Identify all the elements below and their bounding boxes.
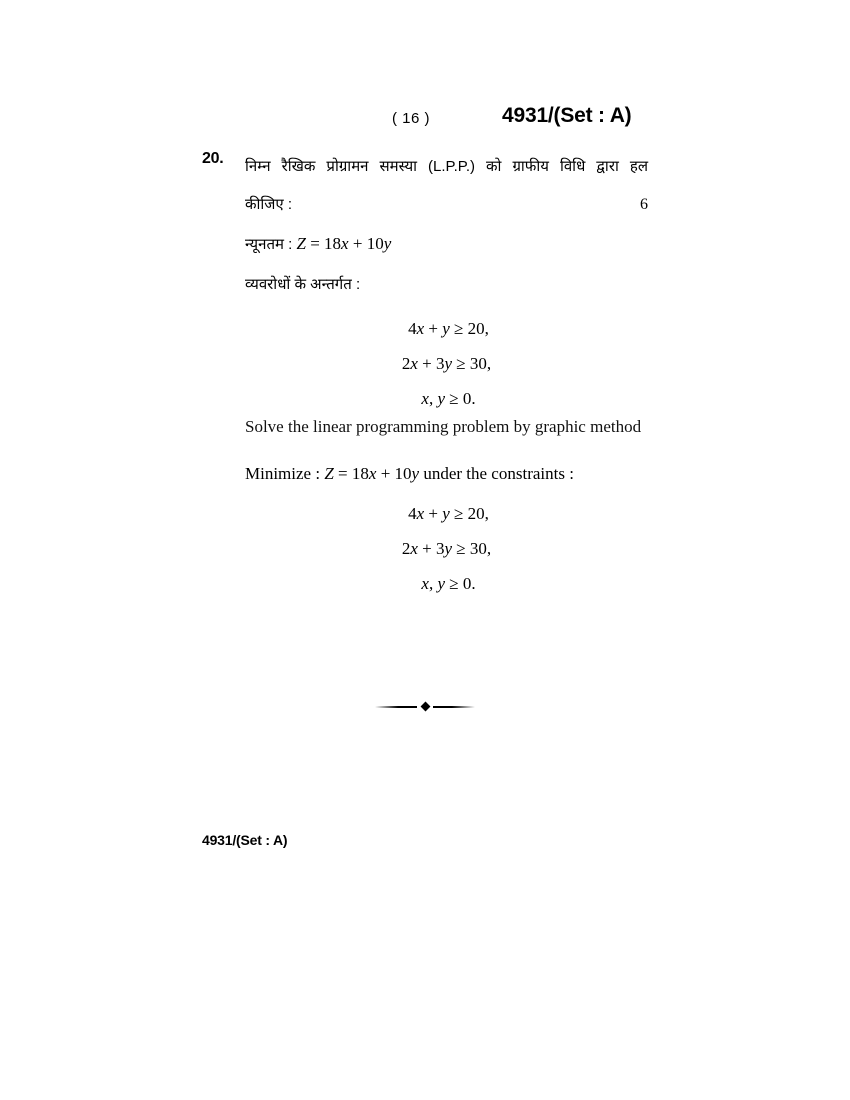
english-constraint-1-coefficient-x: 4: [408, 504, 417, 523]
nonneg-comma: ,: [428, 389, 438, 408]
page-header: [202, 104, 648, 134]
english-objective-coefficient-x: 18: [351, 464, 369, 483]
constraint-2-plus: +: [417, 354, 436, 373]
nonneg-variable-y: y: [437, 389, 445, 408]
footer-paper-code: 4931/(Set : A): [202, 832, 288, 848]
nonneg-rhs: 0.: [462, 389, 476, 408]
ornament-dot-left: [413, 706, 415, 708]
objective-variable-y: y: [383, 234, 392, 253]
constraint-2-rhs: 30,: [469, 354, 492, 373]
hindi-prompt-line-1: निम्न रैखिक प्रोग्रामन समस्या (L.P.P.) को ग्राफीय विधि द्वारा हल: [245, 158, 648, 175]
constraint-2-variable-y: y: [444, 354, 453, 373]
question-20: [202, 148, 648, 416]
ornament-graphic: [375, 700, 475, 714]
objective-symbol-z: Z: [296, 234, 306, 253]
hindi-constraints-label: व्यवरोधों के अन्तर्गत :: [245, 276, 361, 293]
objective-coefficient-x: 18: [324, 234, 342, 253]
hindi-constraints-block: [245, 305, 648, 416]
english-constraint-2-variable-y: y: [444, 539, 453, 558]
ornament-rule-left: [375, 706, 417, 708]
nonneg-relation: ≥: [445, 389, 463, 408]
english-translation-block: [245, 412, 648, 601]
nonneg-variable-x: x: [421, 389, 429, 408]
objective-variable-x: x: [341, 234, 349, 253]
constraint-2-relation: ≥: [452, 354, 470, 373]
objective-equals: =: [305, 234, 325, 253]
english-constraint-2-plus: +: [417, 539, 436, 558]
constraint-row-2: [245, 346, 648, 381]
english-constraint-row-1: [245, 496, 648, 531]
english-objective-symbol-z: Z: [324, 464, 334, 483]
hindi-objective-label: न्यूनतम :: [245, 236, 297, 253]
english-constraint-2-variable-x: x: [410, 539, 418, 558]
constraint-2-variable-x: x: [410, 354, 418, 373]
english-constraint-2-relation: ≥: [452, 539, 470, 558]
english-objective-function: [245, 459, 648, 488]
english-nonneg-variable-y: y: [437, 574, 445, 593]
constraint-1-variable-x: x: [416, 319, 425, 338]
english-objective-expression: [324, 464, 419, 483]
ornament-diamond-icon: [421, 702, 431, 712]
english-objective-coefficient-y: 10: [394, 464, 412, 483]
english-constraint-1-relation: ≥: [449, 504, 468, 523]
english-constraint-2-coefficient-y: 3: [436, 539, 445, 558]
english-nonneg-comma: ,: [428, 574, 438, 593]
hindi-objective-function: [245, 224, 648, 265]
objective-coefficient-y: 10: [366, 234, 384, 253]
english-objective-variable-x: x: [368, 464, 377, 483]
constraint-row-3-nonnegativity: [245, 381, 648, 416]
constraint-2-coefficient-x: 2: [401, 354, 411, 373]
question-number: 20.: [202, 150, 224, 167]
objective-plus: +: [348, 234, 367, 253]
english-nonneg-relation: ≥: [445, 574, 463, 593]
constraint-1-plus: +: [424, 319, 443, 338]
constraint-row-1: [245, 311, 648, 346]
hindi-objective-expression: [296, 234, 391, 253]
english-constraint-2-coefficient-x: 2: [401, 539, 411, 558]
english-objective-variable-y: y: [411, 464, 420, 483]
page-number: ( 16 ): [392, 110, 431, 127]
english-constraint-1-rhs: 20,: [467, 504, 489, 523]
constraint-1-variable-y: y: [442, 319, 450, 338]
english-nonneg-rhs: 0.: [462, 574, 476, 593]
paper-code-header: 4931/(Set : A): [502, 104, 632, 127]
constraint-1-relation: ≥: [449, 319, 468, 338]
hindi-prompt-line-2-row: [245, 186, 648, 224]
constraint-1-rhs: 20,: [467, 319, 489, 338]
hindi-prompt-line-2: कीजिए :: [245, 196, 293, 213]
ornament-rule-right: [433, 706, 475, 708]
english-objective-plus: +: [376, 464, 395, 483]
constraint-2-coefficient-y: 3: [436, 354, 445, 373]
english-constraint-2-rhs: 30,: [469, 539, 492, 558]
question-marks: 6: [640, 196, 648, 213]
english-nonneg-variable-x: x: [421, 574, 429, 593]
english-constraints-block: [245, 488, 648, 601]
english-objective-equals: =: [333, 464, 352, 483]
english-instruction: Solve the linear programming problem by graphic method: [245, 417, 642, 436]
section-end-ornament: [0, 700, 850, 714]
english-constraint-1-variable-x: x: [416, 504, 425, 523]
constraint-1-coefficient-x: 4: [408, 319, 417, 338]
english-constraint-1-plus: +: [424, 504, 443, 523]
english-constraint-row-3-nonnegativity: [245, 566, 648, 601]
english-objective-suffix: under the constraints :: [419, 464, 574, 483]
english-constraint-row-2: [245, 531, 648, 566]
english-constraint-1-variable-y: y: [442, 504, 450, 523]
english-objective-label: Minimize :: [245, 464, 325, 483]
